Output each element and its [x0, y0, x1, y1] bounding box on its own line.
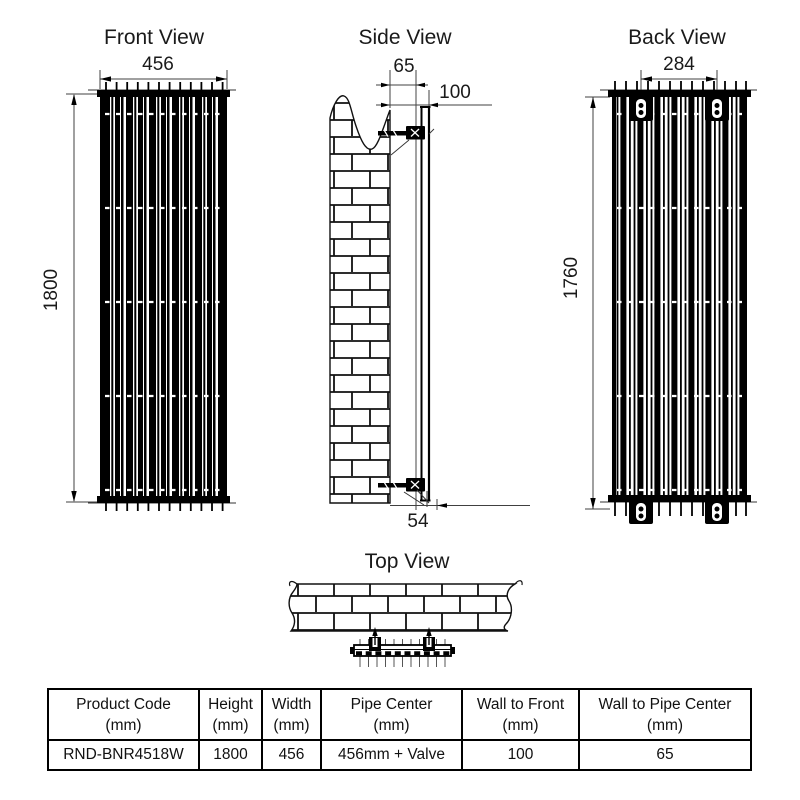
- cell-wall-to-front: 100: [462, 740, 579, 770]
- header-height: Height (mm): [199, 689, 262, 740]
- back-bracket-width-label: 284: [663, 54, 695, 75]
- side-wall-to-front-dimension: [376, 90, 492, 126]
- arrow-down-icon: [71, 491, 76, 502]
- spec-table: [47, 688, 752, 771]
- cell-height: 1800: [199, 740, 262, 770]
- back-bracket-height-label: 1760: [561, 256, 582, 300]
- top-radiator-bar: [350, 645, 455, 656]
- cell-wall-to-pipe-center: 65: [579, 740, 751, 770]
- front-radiator: [88, 82, 236, 511]
- back-bracket-bottom-left: [629, 500, 653, 524]
- side-bottom-label: 54: [407, 511, 429, 532]
- top-view: [289, 550, 522, 667]
- back-bracket-bottom-right: [705, 500, 729, 524]
- back-view: [561, 26, 757, 524]
- front-top-tube-stubs: [106, 82, 223, 90]
- top-wall: [289, 584, 515, 631]
- front-width-label: 456: [142, 54, 174, 75]
- top-view-title: Top View: [364, 550, 450, 573]
- side-wall-to-pipe-label: 65: [393, 56, 415, 77]
- spec-table-header-row: [48, 689, 751, 740]
- front-view-title: Front View: [104, 26, 204, 49]
- cell-product-code: RND-BNR4518W: [48, 740, 199, 770]
- front-view: [41, 26, 236, 511]
- side-view: [330, 26, 530, 532]
- side-radiator: [416, 86, 431, 503]
- header-product-code: Product Code (mm): [48, 689, 199, 740]
- cell-pipe-center: 456mm + Valve: [321, 740, 462, 770]
- back-bracket-top-left: [629, 95, 653, 121]
- back-bracket-top-right: [705, 95, 729, 121]
- side-view-title: Side View: [358, 26, 452, 49]
- back-bracket-height-dimension: [585, 97, 610, 509]
- front-bottom-tube-stubs: [106, 503, 223, 511]
- header-width: Width (mm): [262, 689, 321, 740]
- side-bottom-dimension: [390, 499, 530, 510]
- side-wall-to-front-label: 100: [439, 82, 471, 103]
- back-view-title: Back View: [628, 26, 726, 49]
- back-top-tube-stubs: [615, 81, 746, 90]
- front-height-label: 1800: [41, 268, 62, 312]
- back-tubes: [612, 97, 747, 495]
- arrow-up-icon: [71, 94, 76, 105]
- header-wall-to-pipe-center: Wall to Pipe Center (mm): [579, 689, 751, 740]
- side-wall: [330, 96, 390, 503]
- arrow-left-icon: [100, 76, 111, 81]
- header-wall-to-front: Wall to Front (mm): [462, 689, 579, 740]
- back-radiator: [600, 81, 757, 516]
- header-pipe-center: Pipe Center (mm): [321, 689, 462, 740]
- top-wall-break-curl-left: [289, 582, 297, 586]
- arrow-right-icon: [216, 76, 227, 81]
- front-height-dimension: [66, 94, 97, 502]
- spec-table-data-row: [48, 740, 751, 770]
- front-tubes: [100, 97, 227, 496]
- top-wall-break-curl-right: [515, 581, 522, 585]
- cell-width: 456: [262, 740, 321, 770]
